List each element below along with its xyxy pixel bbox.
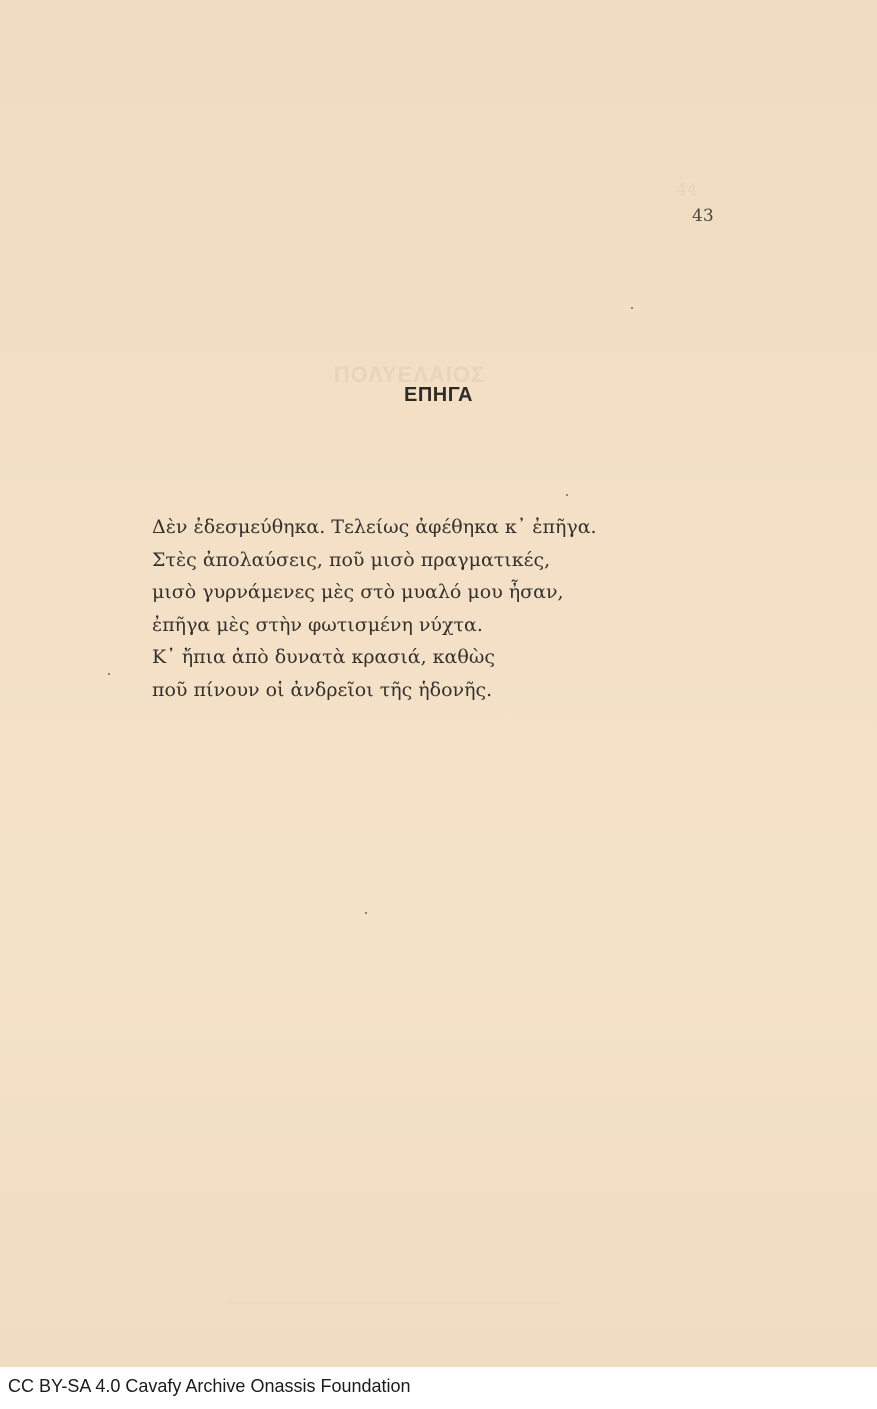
poem-line: ποῦ πίνουν οἱ ἀνδρεῖοι τῆς ἡδονῆς. (152, 678, 493, 701)
paper-speck (566, 494, 568, 496)
paper-speck (108, 673, 110, 675)
poem-line: μισὸ γυρνάμενες μὲς στὸ μυαλό μου ἦσαν, (152, 581, 564, 604)
poem-body (152, 511, 597, 707)
poem-line: Στὲς ἀπολαύσεις, ποῦ μισὸ πραγματικές, (152, 548, 551, 571)
bleed-through-footer-rule (230, 1302, 560, 1303)
page-number: 43 (692, 206, 714, 226)
license-caption: CC BY-SA 4.0 Cavafy Archive Onassis Foundation (8, 1376, 411, 1396)
paper-speck (631, 307, 633, 309)
poem-title: ΕΠΗΓΑ (403, 384, 473, 406)
paper-speck (365, 912, 367, 914)
poem-line: ἐπῆγα μὲς στὴν φωτισμένη νύχτα. (152, 613, 483, 636)
poem-line: Δὲν ἐδεσμεύθηκα. Τελείως ἀφέθηκα κ᾽ ἐπῆγα. (152, 516, 597, 538)
poem-line: Κ᾽ ἤπια ἀπὸ δυνατὰ κρασιά, καθὼς (152, 646, 495, 669)
bleed-through-title: ΠΟΛΥΕΛΑΙΟΣ (333, 362, 486, 387)
bleed-through-page-number: 44 (676, 180, 698, 200)
